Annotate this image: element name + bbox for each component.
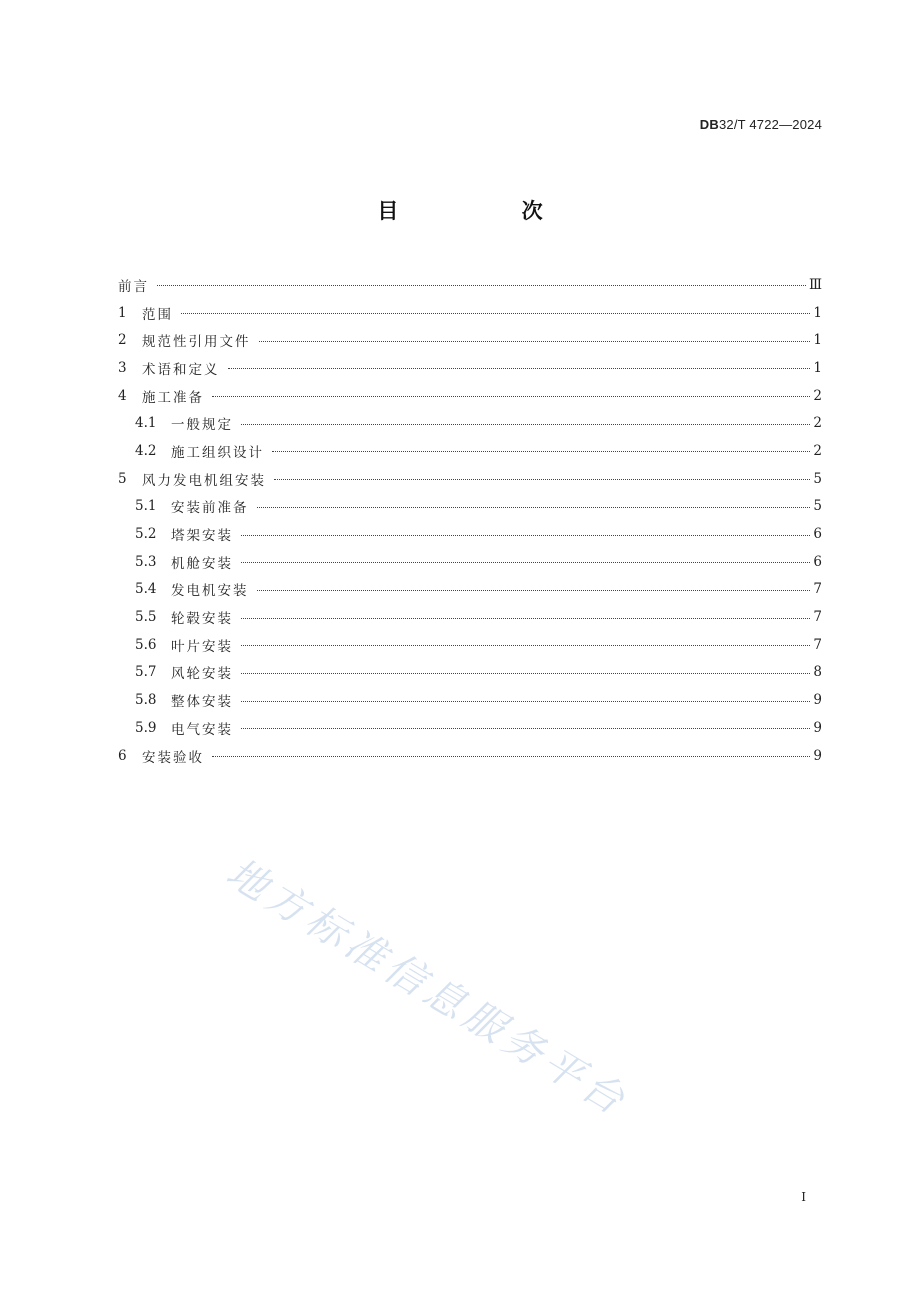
toc-entry-label: 机舱安装 [171, 555, 233, 572]
toc-dot-leader [241, 618, 810, 619]
toc-entry-page: 7 [813, 581, 822, 598]
toc-entry-page: 2 [813, 415, 822, 432]
toc-dot-leader [241, 701, 810, 702]
toc-entry[interactable] [118, 520, 822, 548]
toc-entry-page: 6 [813, 526, 822, 543]
toc-dot-leader [272, 451, 810, 452]
toc-dot-leader [241, 424, 810, 425]
toc-entry[interactable] [118, 686, 822, 714]
toc-dot-leader [212, 396, 810, 397]
toc-dot-leader [241, 535, 810, 536]
toc-dot-leader [181, 313, 810, 314]
toc-entry-page: 1 [813, 332, 822, 349]
toc-entry-page: 5 [813, 470, 822, 487]
toc-entry[interactable] [118, 714, 822, 742]
toc-entry-page: 9 [813, 747, 822, 764]
toc-dot-leader [157, 285, 806, 286]
toc-entry-number: 4.2 [135, 442, 157, 459]
toc-entry[interactable] [118, 326, 822, 354]
toc-entry-label: 一般规定 [171, 417, 233, 434]
toc-entry-number: 5.8 [135, 692, 157, 709]
toc-entry-label: 整体安装 [171, 694, 233, 711]
toc-entry-page: 7 [813, 609, 822, 626]
toc-dot-leader [212, 756, 810, 757]
toc-entry-label: 塔架安装 [171, 528, 233, 545]
toc-entry[interactable] [118, 354, 822, 382]
toc-entry[interactable] [118, 576, 822, 604]
toc-entry-number: 5.7 [135, 664, 157, 681]
toc-entry-page: 1 [813, 359, 822, 376]
toc-entry-number: 4.1 [135, 415, 157, 432]
toc-entry-page: Ⅲ [808, 276, 822, 293]
toc-entry-page: 8 [813, 664, 822, 681]
toc-entry-label: 发电机安装 [171, 583, 249, 600]
toc-entry-page: 1 [813, 304, 822, 321]
toc-dot-leader [259, 341, 811, 342]
toc-entry[interactable] [118, 382, 822, 410]
toc-entry-label: 前言 [118, 278, 149, 295]
watermark-text: 地方标准信息服务平台 [218, 849, 637, 1127]
toc-dot-leader [257, 590, 811, 591]
standard-code [700, 117, 822, 132]
toc-entry-label: 安装前准备 [171, 500, 249, 517]
toc-entry-label: 风力发电机组安装 [142, 472, 266, 489]
toc-dot-leader [257, 507, 811, 508]
toc-entry-page: 5 [813, 498, 822, 515]
page-title: 目 次 [377, 199, 601, 223]
toc-entry-label: 安装验收 [142, 749, 204, 766]
toc-entry[interactable] [118, 299, 822, 327]
toc-entry-number: 5.2 [135, 526, 157, 543]
toc-entry[interactable] [118, 493, 822, 521]
standard-code-number: 32/T 4722—2024 [718, 117, 822, 132]
toc-entry-number: 5.6 [135, 636, 157, 653]
toc-entry-number: 1 [118, 304, 127, 321]
toc-entry-number: 5.3 [135, 553, 157, 570]
toc-entry-number: 5.9 [135, 719, 157, 736]
toc-entry-page: 9 [813, 692, 822, 709]
toc-entry[interactable] [118, 659, 822, 687]
toc-entry[interactable] [118, 631, 822, 659]
toc-entry-page: 7 [813, 636, 822, 653]
toc-entry-number: 4 [118, 387, 127, 404]
toc-entry-label: 规范性引用文件 [142, 334, 251, 351]
toc-entry[interactable] [118, 271, 822, 299]
toc-entry-label: 术语和定义 [142, 361, 220, 378]
toc-entry-page: 2 [813, 387, 822, 404]
toc-entry-label: 施工组织设计 [171, 444, 264, 461]
toc-entry-label: 电气安装 [171, 721, 233, 738]
toc-entry-number: 5.4 [135, 581, 157, 598]
toc-entry-label: 轮毂安装 [171, 611, 233, 628]
toc-dot-leader [228, 368, 811, 369]
table-of-contents [118, 271, 822, 769]
toc-entry-number: 6 [118, 747, 127, 764]
toc-entry-page: 6 [813, 553, 822, 570]
toc-dot-leader [241, 673, 810, 674]
toc-entry[interactable] [118, 409, 822, 437]
toc-dot-leader [241, 728, 810, 729]
toc-entry-label: 叶片安装 [171, 638, 233, 655]
toc-entry[interactable] [118, 437, 822, 465]
toc-entry-label: 范围 [142, 306, 173, 323]
toc-dot-leader [274, 479, 810, 480]
toc-entry[interactable] [118, 603, 822, 631]
toc-entry-number: 3 [118, 359, 127, 376]
page-number: I [801, 1190, 806, 1204]
toc-dot-leader [241, 562, 810, 563]
toc-entry[interactable] [118, 465, 822, 493]
toc-entry-label: 施工准备 [142, 389, 204, 406]
standard-code-prefix: DB [699, 117, 719, 132]
toc-entry[interactable] [118, 742, 822, 770]
toc-entry-page: 9 [813, 719, 822, 736]
toc-entry-number: 5.1 [135, 498, 157, 515]
toc-entry[interactable] [118, 548, 822, 576]
toc-entry-number: 2 [118, 332, 127, 349]
toc-entry-number: 5 [118, 470, 127, 487]
toc-dot-leader [241, 645, 810, 646]
toc-entry-label: 风轮安装 [171, 666, 233, 683]
toc-entry-number: 5.5 [135, 609, 157, 626]
toc-entry-page: 2 [813, 442, 822, 459]
